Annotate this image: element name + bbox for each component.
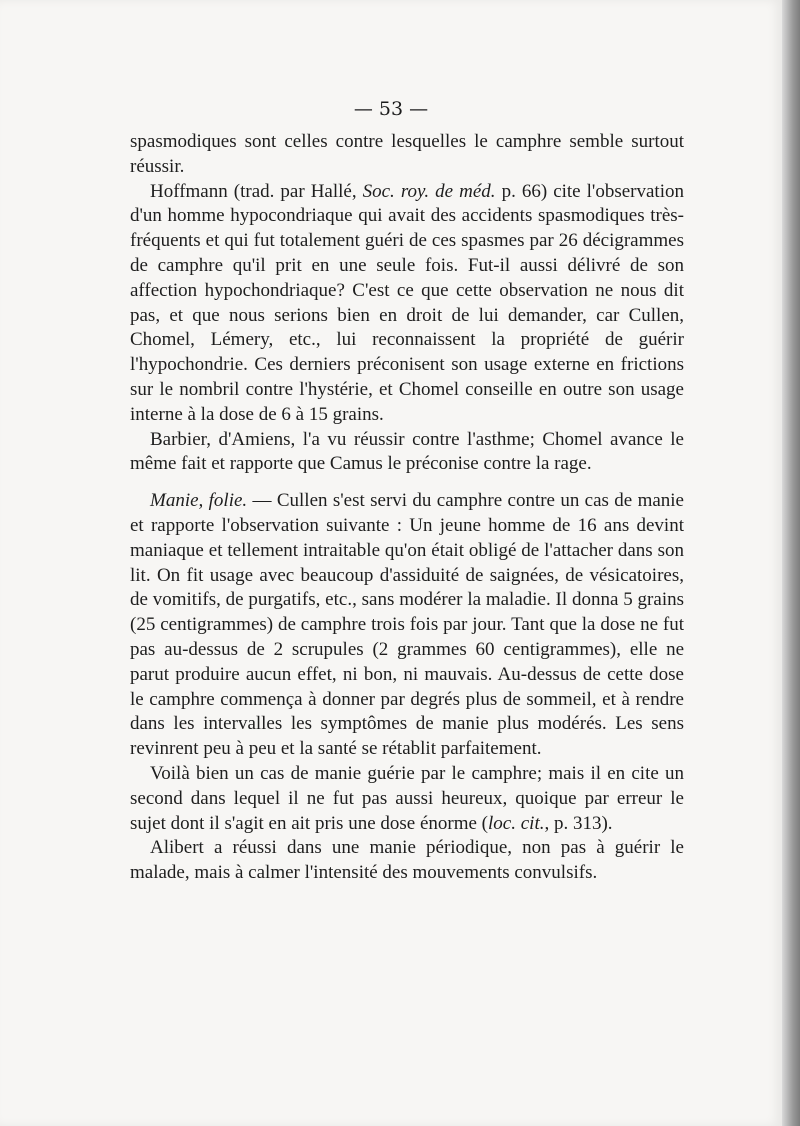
paragraph-text: Barbier, d'Amiens, l'a vu réussir contre l'asthme; Chomel avance le même fait et rapporte que Camus le préconise contre la rage. [130, 428, 684, 475]
citation-italic: loc. cit. [488, 812, 545, 834]
paragraph-text: Hoffmann (trad. par Hallé, [150, 180, 363, 202]
paragraph-continuation [130, 130, 684, 180]
paragraph-manie [130, 489, 684, 762]
paragraph-text: — Cullen s'est servi du camphre contre un cas de manie et rapporte l'observation suivante : Un jeune homme de 16 ans devint maniaque et tellement intraitable qu'on était obligé de l'attacher dans son lit. On fit usage avec beaucoup d'assiduité de saignées, de vésicatoires, de vomitifs, de purgatifs, etc., sans modérer la maladie. Il donna 5 grains (25 centigrammes) de camphre trois fois par jour. Tant que la dose ne fut pas au-dessus de 2 scrupules (2 grammes 60 centigrammes), elle ne parut produire aucun effet, ni bon, ni mauvais. Au-dessus de cette dose le camphre commença à donner par degrés plus de sommeil, et à rendre dans les intervalles les symptômes de manie plus modérés. Les sens revinrent peu à peu et la santé se rétablit parfaitement. [130, 490, 684, 760]
paragraph-alibert [130, 836, 684, 886]
page-edge [782, 0, 800, 1126]
paragraph-text: Voilà bien un cas de manie guérie par le camphre; mais il en cite un second dans lequel il ne fut pas aussi heureux, quoique par erreur le sujet dont il s'agit en ait pris une dose énorme ( [130, 762, 684, 834]
paragraph-hoffmann [130, 180, 684, 428]
paragraph-text: p. 66) cite l'observation d'un homme hypocondriaque qui avait des accidents spasmodiques très-fréquents et qui fut totalement guéri de ces spasmes par 26 décigrammes de camphre qu'il prit en une seule fois. Fut-il aussi délivré de son affection hypochondriaque? C'est ce que cette observation ne nous dit pas, et que nous serions bien en droit de lui demander, car Cullen, Chomel, Lémery, etc., lui reconnaissent la propriété de guérir l'hypochondrie. Ces derniers préconisent son usage externe en frictions sur le nombril contre l'hystérie, et Chomel conseille en outre son usage interne à la dose de 6 à 15 grains. [130, 180, 684, 425]
citation-italic: Soc. roy. de méd. [362, 180, 496, 202]
paragraph-text: Alibert a réussi dans une manie périodique, non pas à guérir le malade, mais à calmer l'intensité des mouvements convulsifs. [130, 837, 684, 884]
paragraph-text: spasmodiques sont celles contre lesquelles le camphre semble surtout réussir. [130, 131, 684, 177]
body-text [130, 130, 684, 886]
paragraph-text: , p. 313). [544, 812, 613, 834]
page-number: — 53 — [353, 98, 429, 120]
paragraph-second-case [130, 762, 684, 836]
section-heading-italic: Manie, folie. [150, 490, 248, 512]
paragraph-barbier [130, 428, 684, 478]
